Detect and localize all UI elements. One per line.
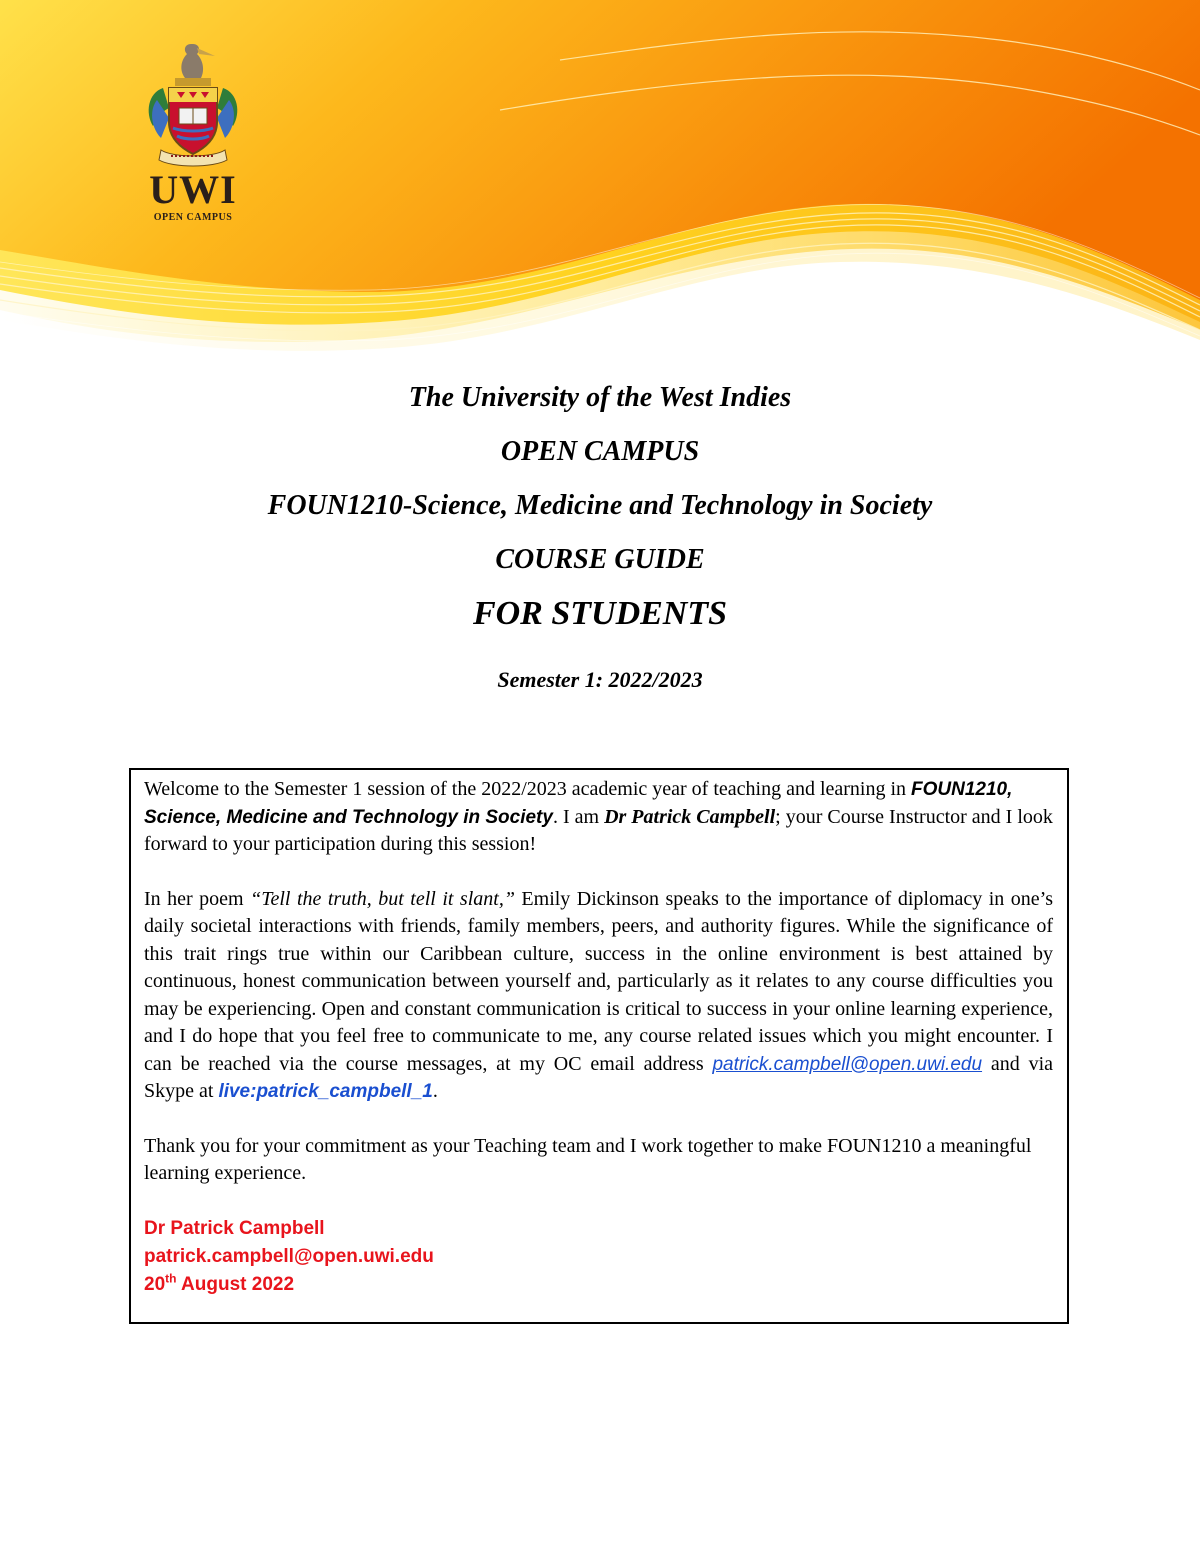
signature-date-suffix: th	[165, 1271, 177, 1286]
signature-date-rest: August 2022	[176, 1273, 295, 1295]
logo-wordmark: UWI	[149, 167, 237, 212]
campus-title: OPEN CAMPUS	[500, 436, 700, 467]
letter-paragraph-3: Thank you for your commitment as your Teaching team and I work together to make FOUN1210 a meaningful learning experience.	[144, 1134, 1032, 1184]
skype-id: live:patrick_campbell_1	[218, 1081, 433, 1102]
guide-title: COURSE GUIDE	[495, 544, 705, 575]
p2-text-b: Emily Dickinson speaks to the importance of diplomacy in one’s daily societal interactions with friends, family members, peers, and authority figures. While the significance of this trait rings true within our Caribbean culture, success in the online environment is best attained by continuous, honest communication between yourself and, particularly as it relates to any course difficulties you may be experiencing. Open and constant communication is critical to success in your online learning experience, and I do hope that you feel free to communicate to me, any course related issues which you might encounter. I can be reached via the course messages, at my OC email address	[144, 887, 1053, 1075]
semester-title: Semester 1: 2022/2023	[497, 667, 703, 692]
p2-poem-title: “Tell the truth, but tell it slant,”	[250, 887, 515, 910]
p1-instructor-name: Dr Patrick Campbell	[604, 805, 776, 828]
letter-paragraph-1	[144, 776, 1053, 859]
signature-date	[144, 1271, 1053, 1299]
signature-date-day: 20	[144, 1273, 166, 1295]
uwi-crest-icon	[143, 38, 243, 168]
logo-subtext: OPEN CAMPUS	[153, 212, 233, 223]
instructor-email-link[interactable]: patrick.campbell@open.uwi.edu	[712, 1053, 983, 1075]
signature-email: patrick.campbell@open.uwi.edu	[144, 1245, 434, 1267]
signature-name: Dr Patrick Campbell	[144, 1217, 325, 1239]
p1-text-b: . I am	[552, 805, 605, 828]
p2-text-a: In her poem	[144, 887, 251, 910]
title-block	[0, 378, 1200, 700]
signature-block	[144, 1215, 1053, 1299]
p1-course-name: FOUN1210, Science, Medicine and Technology in Society	[144, 779, 1013, 828]
uwi-logo	[138, 38, 248, 238]
letter-paragraph-2	[144, 886, 1053, 1106]
course-title: FOUN1210-Science, Medicine and Technology in Society	[267, 490, 933, 521]
audience-title: FOR STUDENTS	[472, 595, 728, 632]
p2-text-d: .	[432, 1080, 438, 1102]
p1-text-a: Welcome to the Semester 1 session of the 2022/2023 academic year of teaching and learning in	[144, 778, 912, 800]
p2-text-c: and via Skype at	[144, 1052, 1054, 1102]
p1-text-c: ; your Course Instructor and I look forward to your participation during this session!	[144, 805, 1053, 855]
welcome-letter-box	[129, 768, 1069, 1324]
university-title: The University of the West Indies	[408, 382, 792, 413]
